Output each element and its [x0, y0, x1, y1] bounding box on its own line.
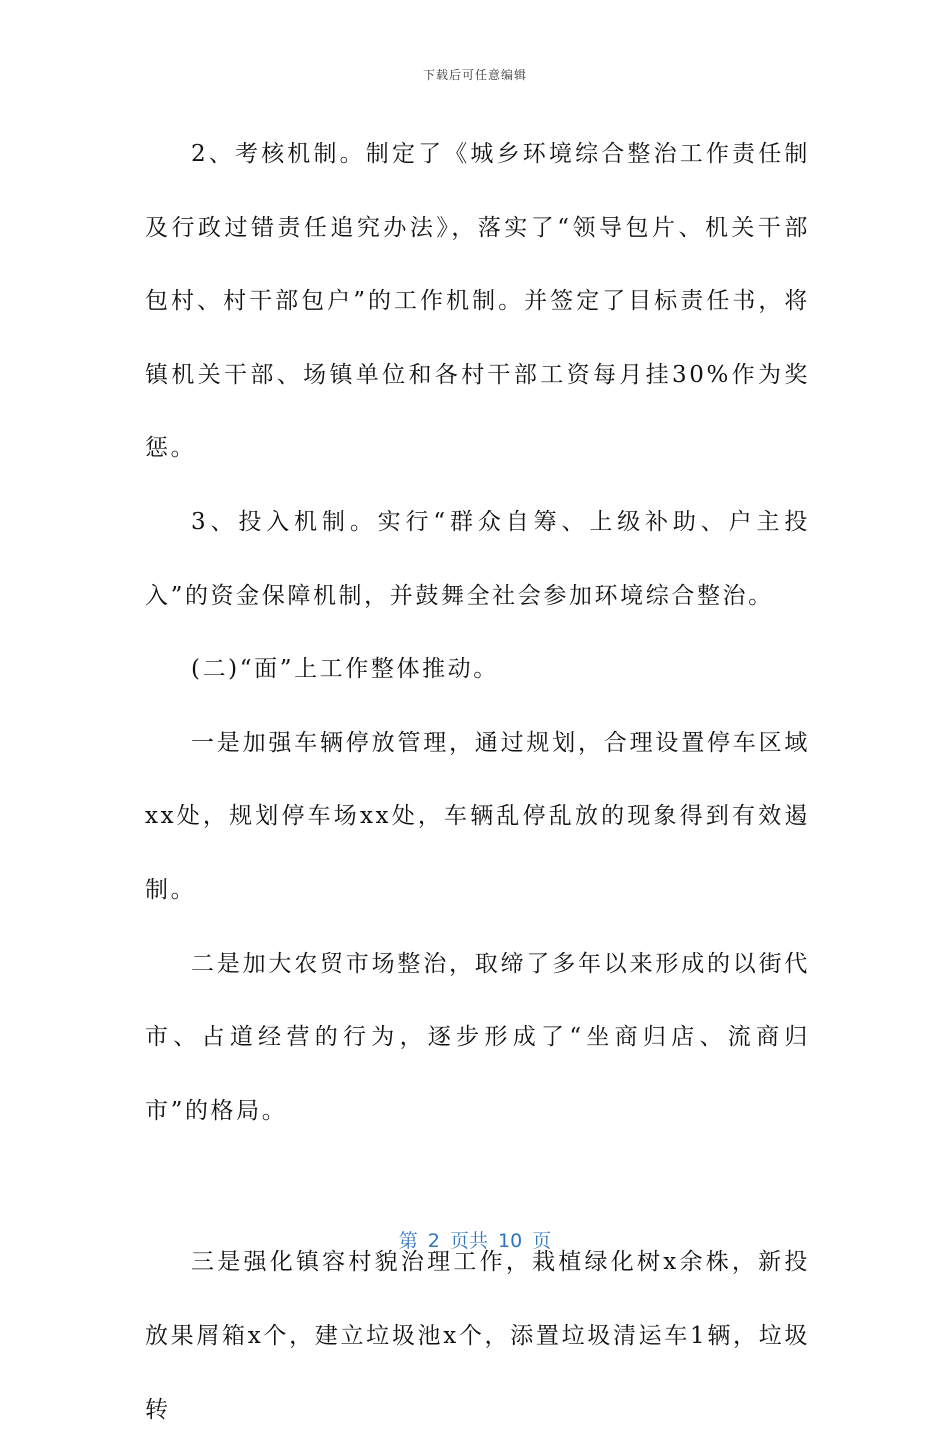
footer-current-page: 2: [427, 1230, 440, 1252]
paragraph-gap: [145, 1148, 810, 1226]
paragraph-vehicle-parking: 一是加强车辆停放管理，通过规划，合理设置停车区域xx处，规划停车场xx处，车辆乱停乱放的现象得到有效遏制。: [145, 729, 810, 903]
footer-prefix: 第: [398, 1230, 418, 1252]
section-heading-overall-promotion: (二)“面”上工作整体推动。: [191, 656, 499, 683]
footer-suffix: 页: [532, 1230, 552, 1252]
download-note-header: 下载后可任意编辑: [422, 68, 527, 82]
paragraph-investment-mechanism: 3、投入机制。实行“群众自筹、上级补助、户主投入”的资金保障机制，并鼓舞全社会参加环境综合整治。: [145, 508, 810, 609]
footer-middle: 页共: [449, 1230, 488, 1252]
footer-total-pages: 10: [498, 1230, 523, 1252]
paragraph-town-appearance: 三是强化镇容村貌治理工作，栽植绿化树x余株，新投放果屑箱x个，建立垃圾池x个，添置垃圾清运车1辆，垃圾转: [145, 1249, 810, 1423]
page-number-footer: [0, 1226, 950, 1253]
paragraph-assessment-mechanism: 2、考核机制。制定了《城乡环境综合整治工作责任制及行政过错责任追究办法》，落实了“领导包片、机关干部包村、村干部包户”的工作机制。并签定了目标责任书，将镇机关干部、场镇单位和各村干部工资每月挂30%作为奖惩。: [145, 141, 810, 462]
paragraph-market-rectification: 二是加大农贸市场整治，取缔了多年以来形成的以街代市、占道经营的行为，逐步形成了“坐商归店、流商归市”的格局。: [145, 950, 810, 1124]
